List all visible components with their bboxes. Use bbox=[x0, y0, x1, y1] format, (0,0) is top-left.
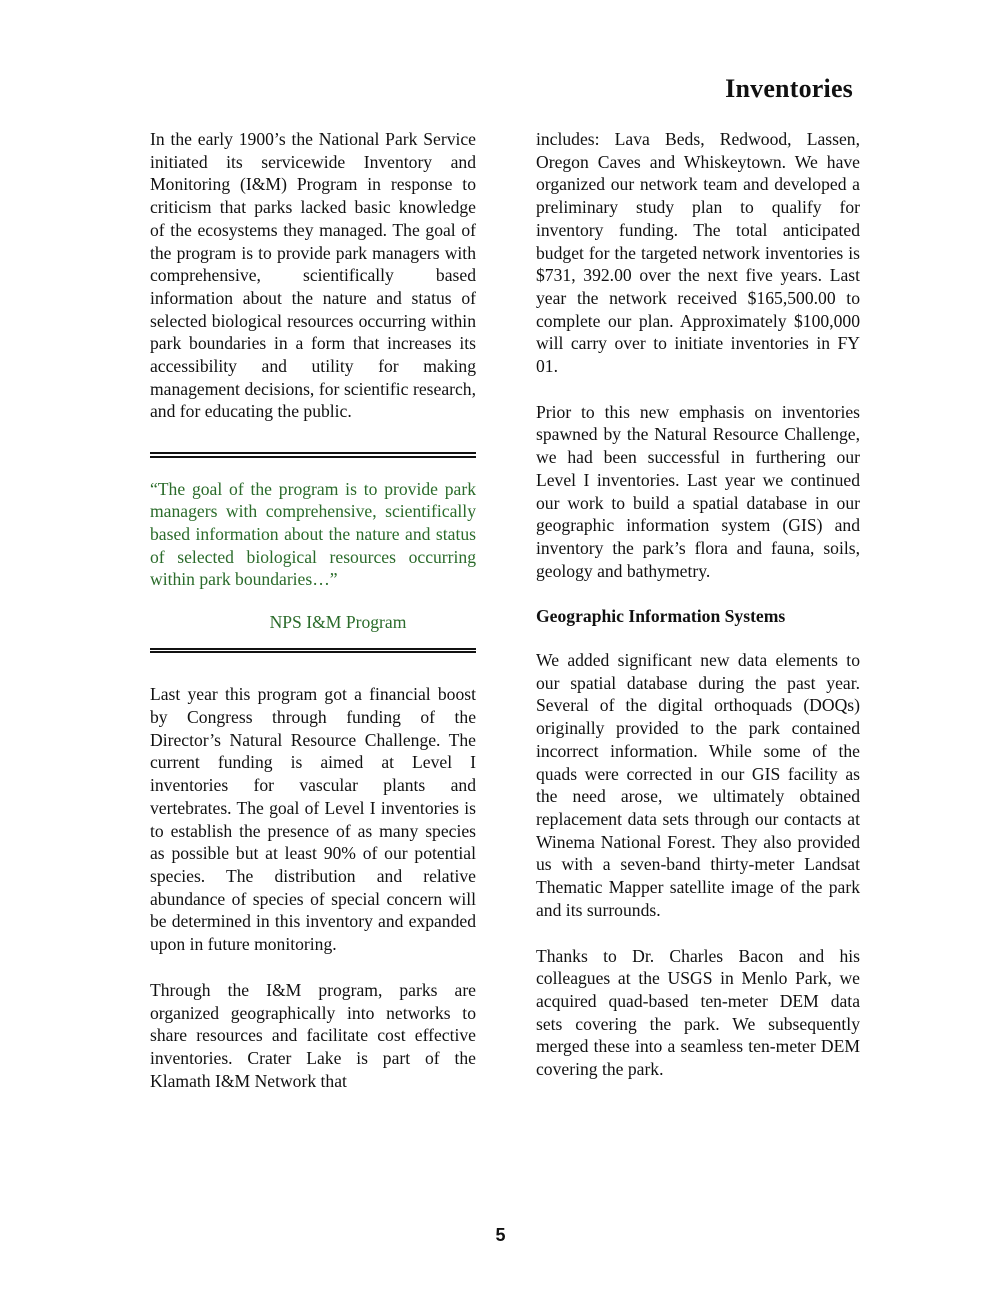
body-paragraph: includes: Lava Beds, Redwood, Lassen, Oregon Caves and Whiskeytown. We have organized our network team and developed a preliminary study plan to qualify for inventory funding. The total anticipated budget for the targeted network inventories is $731, 392.00 over the next five years. Last year the network received $165,500.00 to complete our plan. Approximately $100,000 will carry over to initiate inventories in FY 01. bbox=[536, 129, 860, 377]
right-column bbox=[536, 128, 860, 1104]
body-paragraph: Last year this program got a financial boost by Congress through funding of the Director’s Natural Resource Challenge. The current funding is aimed at Level I inventories for vascular plants and vertebrates. The goal of Level I inventories is to establish the presence of as many species as possible but at least 90% of our potential species. The distribution and relative abundance of species of special concern will be determined in this inventory and expanded upon in future monitoring. bbox=[150, 684, 476, 955]
pullquote-top-rule bbox=[150, 452, 476, 458]
page-number: 5 bbox=[495, 1225, 506, 1245]
section-heading: Geographic Information Systems bbox=[536, 606, 786, 627]
body-paragraph: We added significant new data elements to our spatial database during the past year. Several of the digital orthoquads (DOQs) originally provided to the park contained incorrect information. While some of the quads were corrected in our GIS facility as the need arose, we ultimately obtained replacement data sets through our contacts at Winema National Forest. They also provided us with a seven-band thirty-meter Landsat Thematic Mapper satellite image of the park and its surrounds. bbox=[536, 650, 860, 920]
body-paragraph: Prior to this new emphasis on inventories spawned by the Natural Resource Challenge, we had been successful in furthering our Level I inventories. Last year we continued our work to build a spatial database in our geographic information system (GIS) and inventory the park’s flora and fauna, soils, geology and bathymetry. bbox=[536, 401, 860, 581]
body-paragraph: Thanks to Dr. Charles Bacon and his colleagues at the USGS in Menlo Park, we acquired quad-based ten-meter DEM data sets covering the park. We subsequently merged these into a seamless ten-meter DEM covering the park. bbox=[536, 945, 860, 1080]
pullquote-attribution: NPS I&M Program bbox=[269, 612, 407, 633]
pullquote-text: “The goal of the program is to provide park managers with comprehensive, scientifically based information about the nature and status of selected biological resources occurring within park boundaries…” bbox=[150, 478, 476, 590]
body-paragraph: Through the I&M program, parks are organized geographically into networks to share resources and facilitate cost effective inventories. Crater Lake is part of the Klamath I&M Network that bbox=[150, 979, 476, 1091]
pullquote-bottom-rule bbox=[150, 648, 476, 654]
body-paragraph: In the early 1900’s the National Park Service initiated its servicewide Inventory and Monitoring (I&M) Program in response to criticism that parks lacked basic knowledge of the ecosystems they managed. The goal of the program is to provide park managers with comprehensive, scientifically based information about the nature and status of selected biological resources occurring within park boundaries in a form that increases its accessibility and utility for making management decisions, for scientific research, and for educating the public. bbox=[150, 129, 476, 422]
left-column bbox=[150, 128, 476, 1115]
page-title: Inventories bbox=[725, 74, 853, 103]
